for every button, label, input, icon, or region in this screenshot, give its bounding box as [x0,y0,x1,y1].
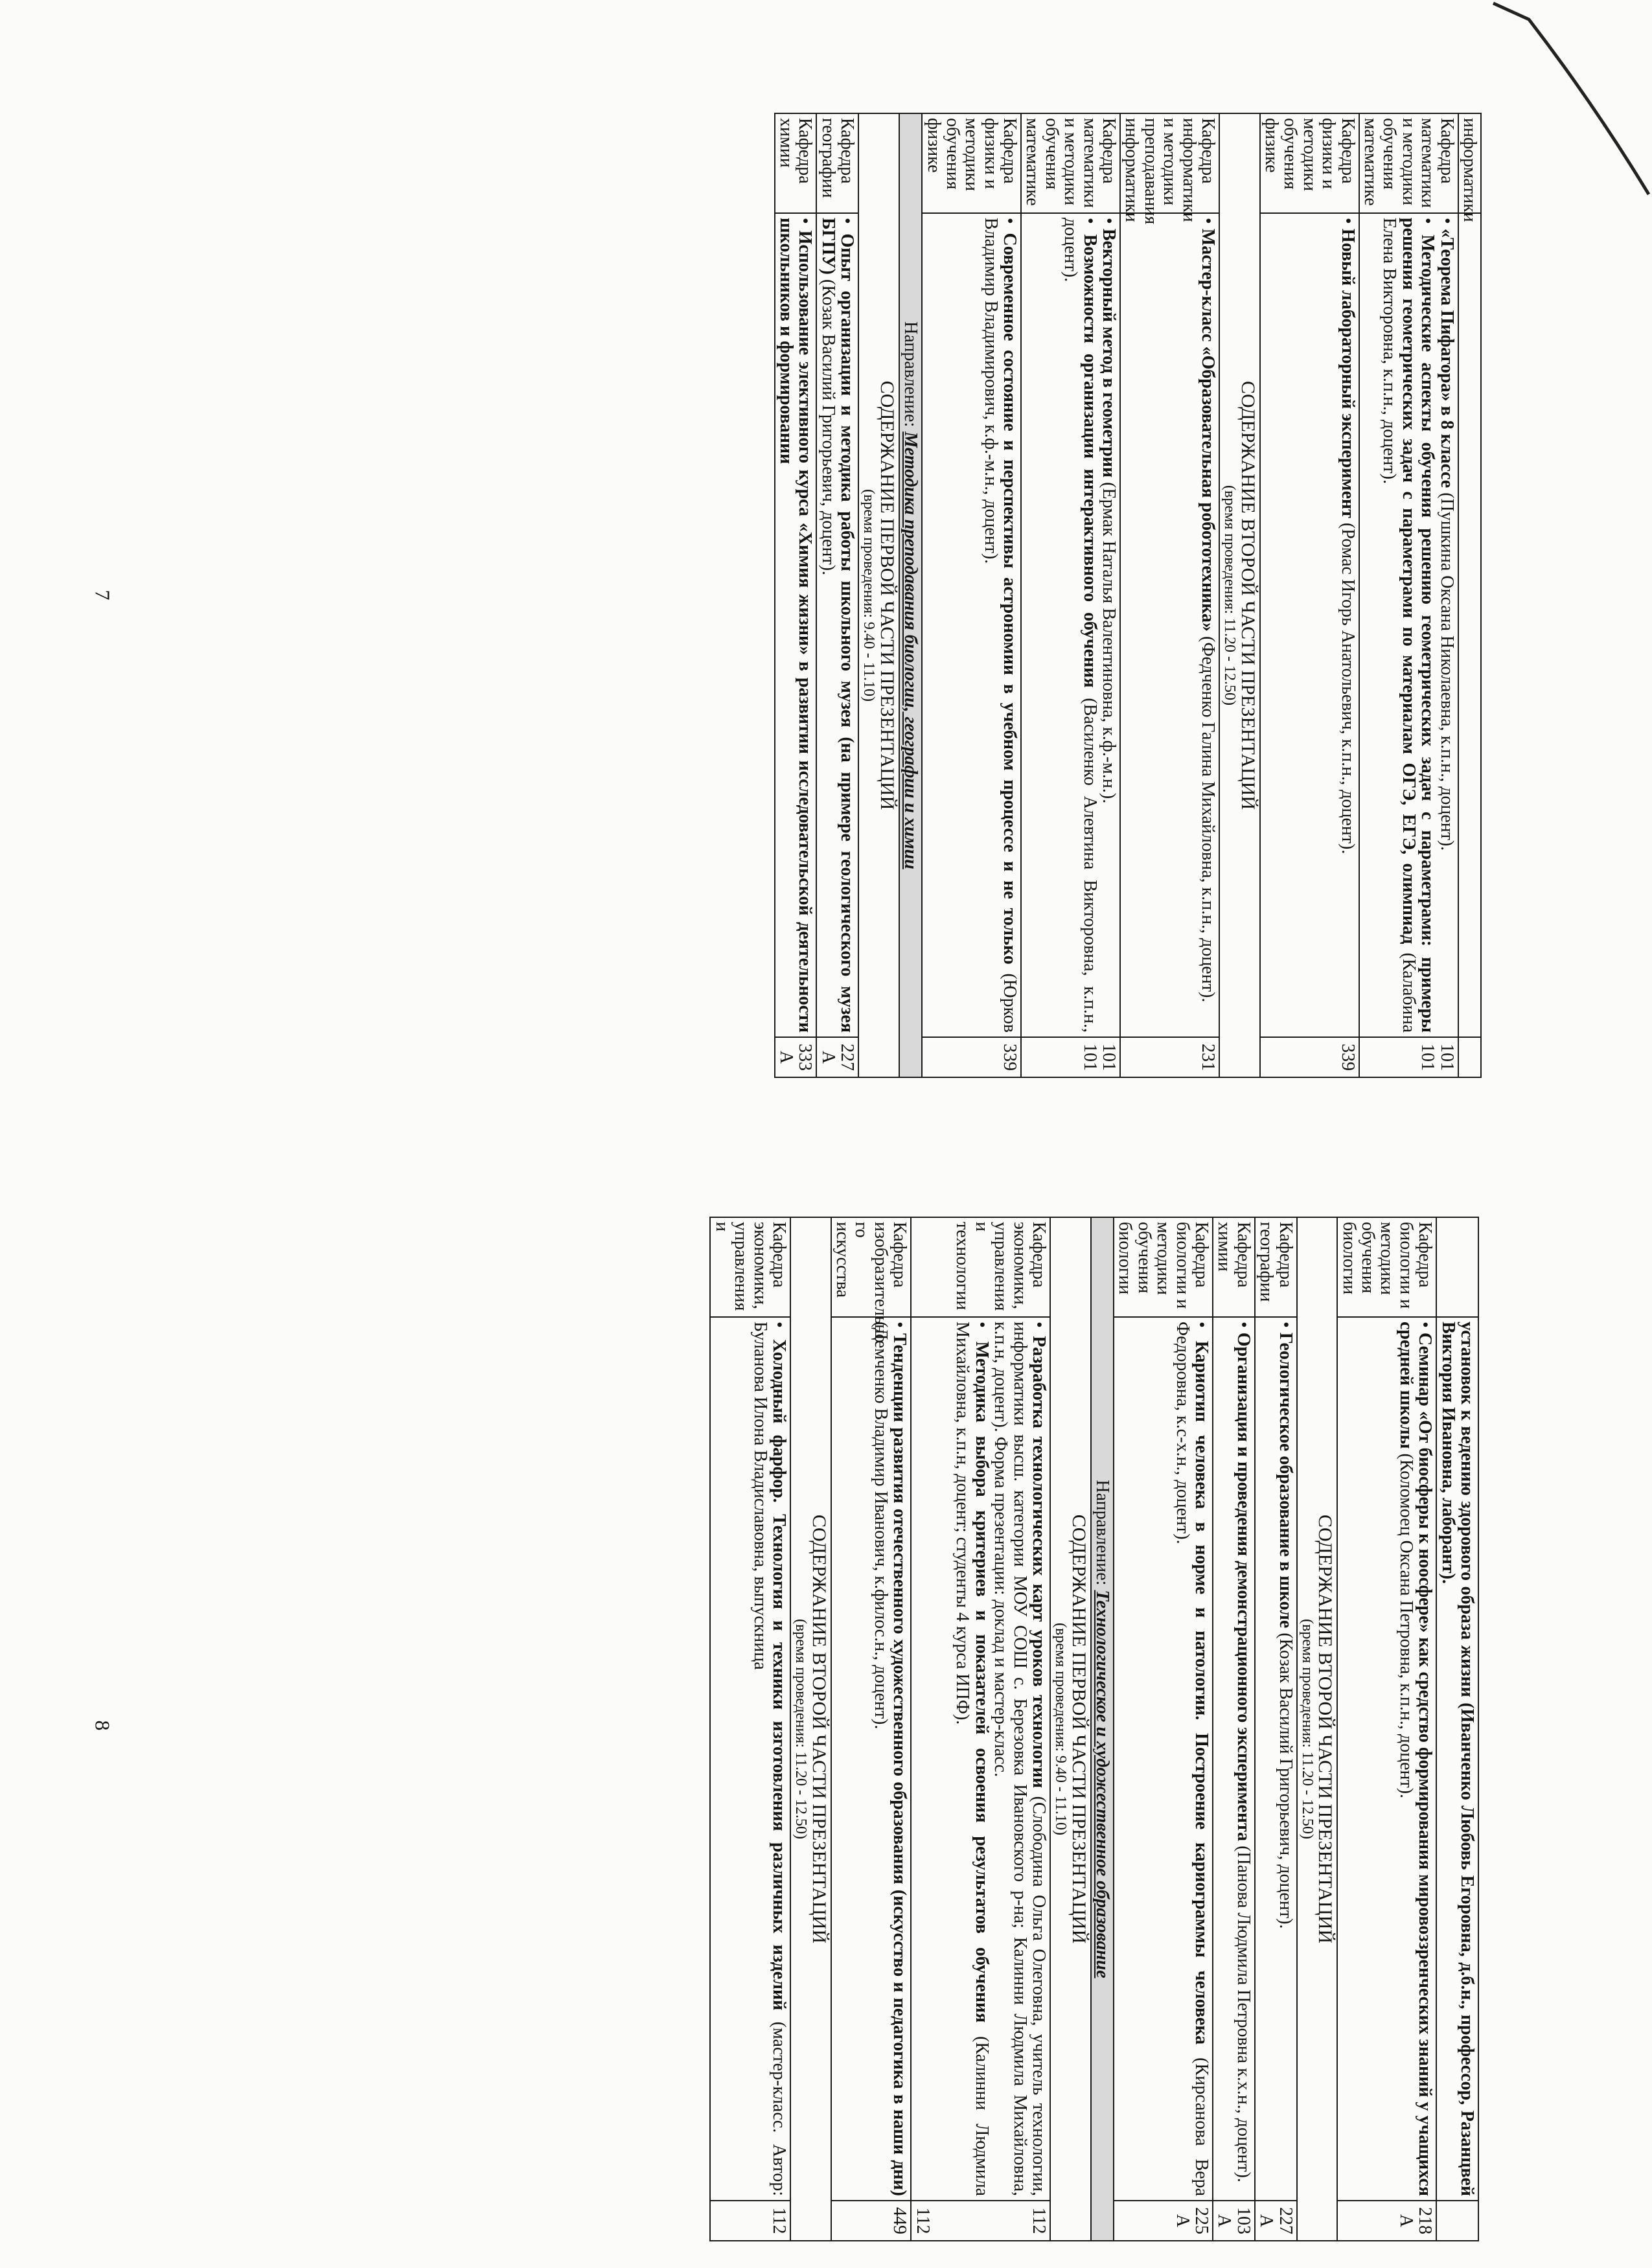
dept-cell: Кафедра экономики, управления и технологии [911,1217,1050,1317]
table-row [1114,1217,1213,2241]
room-cell [1458,1037,1481,1077]
room-cell: 449 [831,2201,912,2241]
list-item: • Современное состояние и перспективы астрономии в учебном процессе и не только (Юрков Владимир Владимирович, к.ф.-м.н., доцент). [981,218,1019,1033]
list-item: • Векторный метод в геометрии (Ермак Наталья Валентиновна, к.ф.-м.н.). [1099,218,1118,1033]
page-8 [709,1217,1479,2241]
room-cell: 339 [922,1037,1021,1077]
dept-cell: информатики [1458,113,1481,213]
room-number: 112 [912,2207,933,2234]
direction-header [1091,1217,1114,2241]
dept-cell: Кафедра географии [1255,1217,1297,1317]
section-title: СОДЕРЖАНИЕ ВТОРОЙ ЧАСТИ ПРЕЗЕНТАЦИЙ [808,1514,830,1944]
table-row [1213,1217,1255,2241]
desc-cell [1337,1317,1436,2201]
dept-cell: Кафедра информатики и методики преподавания информатики [1120,113,1219,213]
list-item: • Методические аспекты обучения решению геометрических задач с параметрами: примеры решения геометрических задач с параметрами по материалам ОГЭ, ЕГЭ, олимпиад (Калабина Елена Викторовна, к.п.н., доцент). [1380,218,1437,1033]
desc-cell [911,1317,1050,2201]
desc-cell [816,213,858,1037]
desc-cell [1255,1317,1297,2201]
dept-cell: Кафедра физики и методики обучения физике [1260,113,1359,213]
schedule-table [709,1217,1479,2241]
room-cell: 231 [1120,1037,1219,1077]
page-7 [774,113,1482,1078]
room-cell: 225 А [1114,2201,1213,2241]
desc-cell [710,1317,790,2201]
table-row [775,113,817,1077]
table-row [1359,113,1458,1077]
dept-cell: Кафедра изобразительно го искусства [831,1217,912,1317]
direction-row [899,113,922,1077]
page-number-8: 8 [91,1720,115,1731]
list-item: • «Теорема Пифагора» в 8 классе (Пушкина Оксана Николаевна, к.п.н., доцент). [1437,218,1456,1033]
list-item: • Возможности организации интерактивного обучения (Василенко Алевтина Викторовна, к.п.н., доцент). [1061,218,1099,1033]
room-cell: 339 [1260,1037,1359,1077]
list-item: • Разработка технологических карт уроков технологии (Слободина Ольга Олеговна, учитель технологии, информатики высш. категории МОУ СОШ с. Березовка Ивановского р-на; Калинни Людмила Михайловна, к.п.н, доцент). Форма презентации: доклад и мастер-класс. [991,1322,1048,2196]
room-number: 101 [1099,1044,1119,1071]
section-header [1297,1217,1338,2241]
dept-cell: Кафедра экономики, управления и [710,1217,790,1317]
section-header [1219,113,1260,1077]
room-number: 101 [1436,1044,1457,1071]
section-header-row [858,113,899,1077]
direction-label: Направление: [901,321,921,432]
table-row [1120,113,1219,1077]
schedule-table [774,113,1482,1078]
table-row [710,1217,790,2241]
desc-cell [1359,213,1458,1037]
table-row [1337,1217,1436,2241]
dept-cell: Кафедра математики и методики обучения математике [1359,113,1458,213]
dept-cell: Кафедра химии [775,113,817,213]
room-cell: 103 А [1213,2201,1255,2241]
list-item: • Новый лабораторный эксперимент (Ромас Игорь Анатольевич, к.п.н., доцент). [1338,218,1357,1033]
desc-cell [775,213,817,1037]
list-item: • Кариотип человека в норме и патологии. Построение кариограммы человека (Кирсанова Вера Федоровна, к.с-х.н., доцент). [1173,1322,1211,2196]
section-header-row [1219,113,1260,1077]
table-row [1021,113,1120,1077]
desc-cell [1114,1317,1213,2201]
dept-cell: Кафедра химии [1213,1217,1255,1317]
desc-cell [1260,213,1359,1037]
room-number: 101 [1417,1044,1438,1071]
section-header-row [790,1217,831,2241]
room-cell [911,2201,1050,2241]
list-item: • Использование элективного курса «Химия жизни» в развитии исследовательской деятельности школьников и формировании [777,218,815,1033]
room-cell: 112 [710,2201,790,2241]
list-item: • Организация и проведения демонстрационного эксперимента (Панова Людмила Петровна к.х.н., доцент). [1233,1322,1252,2196]
room-number: 101 [1079,1044,1100,1071]
section-title: СОДЕРЖАНИЕ ВТОРОЙ ЧАСТИ ПРЕЗЕНТАЦИЙ [1314,1514,1337,1944]
desc-cell [922,213,1021,1037]
dept-cell: Кафедра биологии и методики обучения биологии [1337,1217,1436,1317]
section-header [858,113,899,1077]
scan-line-mark [1490,0,1652,207]
room-cell [1359,1037,1458,1077]
direction-row [1091,1217,1114,2241]
dept-cell: Кафедра географии [816,113,858,213]
section-time: (время проведения: 9.40 - 11.10) [1052,1623,1070,1835]
list-item: • Методика выбора критериев и показателей освоения результатов обучения (Калинни Людмила Михайловна, к.п.н, доцент; студенты 4 курса ИПФ). [953,1322,991,2196]
table-row [1458,113,1481,1077]
room-cell [1021,1037,1120,1077]
room-cell: 227 А [1255,2201,1297,2241]
section-title: СОДЕРЖАНИЕ ПЕРВОЙ ЧАСТИ ПРЕЗЕНТАЦИЙ [1068,1514,1090,1944]
table-row [1436,1217,1478,2241]
room-cell [1436,2201,1478,2241]
desc-cell: установок к ведению здорового образа жизни (Иванченко Любовь Егоровна, д.б.н., профессор, Разанцвей Виктория Ивановна, лаборант). [1436,1317,1478,2201]
section-header-row [1050,1217,1091,2241]
direction-header [899,113,922,1077]
list-item: • Геологическое образование в школе (Козак Василий Григорьевич, доцент). [1276,1322,1294,2196]
section-time: (время проведения: 11.20 - 12.50) [1221,485,1239,705]
direction-name: Методика преподавания биологии, географии и химии [901,431,921,869]
direction-name: Технологическое и художественное образование [1092,1590,1113,1978]
desc-cell [1213,1317,1255,2201]
list-item: • Мастер-класс «Образовательная робототехника» (Федченко Галина Михайловна, к.п.н., доцент). [1199,218,1217,1033]
dept-cell [1436,1217,1478,1317]
table-row [1260,113,1359,1077]
list-item: • Опыт организации и методика работы школьного музея (на примере геологического музея БГПУ) (Козак Василий Григорьевич, доцент). [818,218,856,1033]
desc-cell [1021,213,1120,1037]
section-title: СОДЕРЖАНИЕ ПЕРВОЙ ЧАСТИ ПРЕЗЕНТАЦИЙ [876,380,898,810]
table-row [922,113,1021,1077]
section-title: СОДЕРЖАНИЕ ВТОРОЙ ЧАСТИ ПРЕЗЕНТАЦИЙ [1237,380,1259,810]
section-header [1050,1217,1091,2241]
desc-cell [1120,213,1219,1037]
direction-label: Направление: [1092,1480,1113,1590]
table-row [816,113,858,1077]
desc-cell [1458,213,1481,1037]
desc-cell [831,1317,912,2201]
room-cell: 333 А [775,1037,817,1077]
section-header [790,1217,831,2241]
table-row [911,1217,1050,2241]
section-time: (время проведения: 11.20 - 12.50) [792,1619,810,1839]
dept-cell: Кафедра физики и методики обучения физике [922,113,1021,213]
dept-cell: Кафедра биологии и методики обучения биологии [1114,1217,1213,1317]
table-row [831,1217,912,2241]
section-header-row [1297,1217,1338,2241]
section-time: (время проведения: 11.20 - 12.50) [1298,1619,1316,1839]
list-item: • Холодный фарфор. Технология и техники изготовления различных изделий (мастер-класс. Автор: Буланова Илона Владиславовна, выпускница [750,1322,788,2196]
room-number: 112 [1028,2207,1049,2234]
dept-cell: Кафедра математики и методики обучения математике [1021,113,1120,213]
room-cell: 227 А [816,1037,858,1077]
list-item: • Тенденции развития отечественного художественного образования (искусство и педагогика в наши дни) (Демченко Владимир Иванович, к.филос.н., доцент). [871,1322,909,2196]
list-item: • Семинар «От биосферы к ноосфере» как средство формирования мировоззренческих знаний у учащихся средней школы (Коломоец Оксана Петровна, к.п.н., доцент). [1396,1322,1434,2196]
room-cell: 218 А [1337,2201,1436,2241]
table-row [1255,1217,1297,2241]
page-number-7: 7 [91,590,115,601]
section-time: (время проведения: 9.40 - 11.10) [860,489,878,702]
